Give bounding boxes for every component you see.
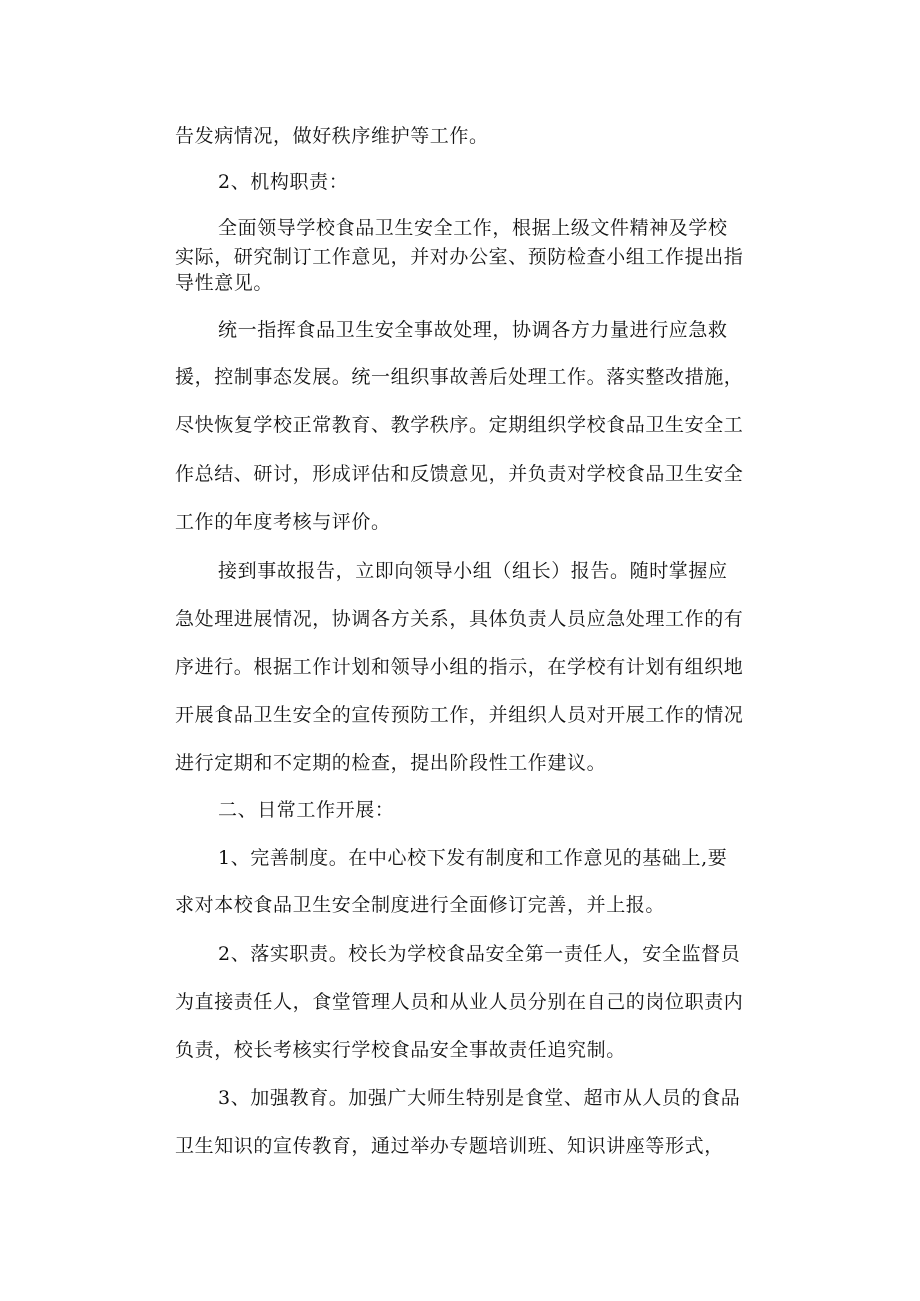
text-line: 告发病情况，做好秩序维护等工作。 xyxy=(175,125,489,147)
text-line: 接到事故报告，立即向领导小组（组长）报告。随时掌握应 xyxy=(218,560,728,582)
section-heading: 二、日常工作开展： xyxy=(218,799,395,821)
text-line: 工作的年度考核与评价。 xyxy=(175,511,391,533)
text-line: 急处理进展情况，协调各方关系，具体负责人员应急处理工作的有 xyxy=(175,608,744,630)
section-heading: 2、机构职责： xyxy=(218,171,349,193)
text-line: 全面领导学校食品卫生安全工作，根据上级文件精神及学校 xyxy=(218,217,728,239)
text-line: 卫生知识的宣传教育，通过举办专题培训班、知识讲座等形式， xyxy=(175,1135,724,1157)
text-line: 为直接责任人，食堂管理人员和从业人员分别在自己的岗位职责内 xyxy=(175,991,744,1013)
text-line: 进行定期和不定期的检查，提出阶段性工作建议。 xyxy=(175,752,607,774)
text-line: 1、完善制度。在中心校下发有制度和工作意见的基础上,要 xyxy=(218,847,728,869)
text-line: 3、加强教育。加强广大师生特别是食堂、超市从人员的食品 xyxy=(218,1087,741,1109)
text-line: 统一指挥食品卫生安全事故处理，协调各方力量进行应急救 xyxy=(218,319,728,341)
text-line: 实际，研究制订工作意见，并对办公室、预防检查小组工作提出指 xyxy=(175,246,744,268)
text-line: 导性意见。 xyxy=(175,272,274,294)
text-line: 作总结、研讨，形成评估和反馈意见，并负责对学校食品卫生安全 xyxy=(175,463,744,485)
text-line: 负责，校长考核实行学校食品安全事故责任追究制。 xyxy=(175,1039,626,1061)
text-line: 2、落实职责。校长为学校食品安全第一责任人，安全监督员 xyxy=(218,943,741,965)
text-line: 援，控制事态发展。统一组织事故善后处理工作。落实整改措施， xyxy=(175,366,744,388)
text-line: 尽快恢复学校正常教育、教学秩序。定期组织学校食品卫生安全工 xyxy=(175,414,744,436)
text-line: 序进行。根据工作计划和领导小组的指示，在学校有计划有组织地 xyxy=(175,656,744,678)
text-line: 求对本校食品卫生安全制度进行全面修订完善，并上报。 xyxy=(175,894,666,916)
text-line: 开展食品卫生安全的宣传预防工作，并组织人员对开展工作的情况 xyxy=(175,704,744,726)
